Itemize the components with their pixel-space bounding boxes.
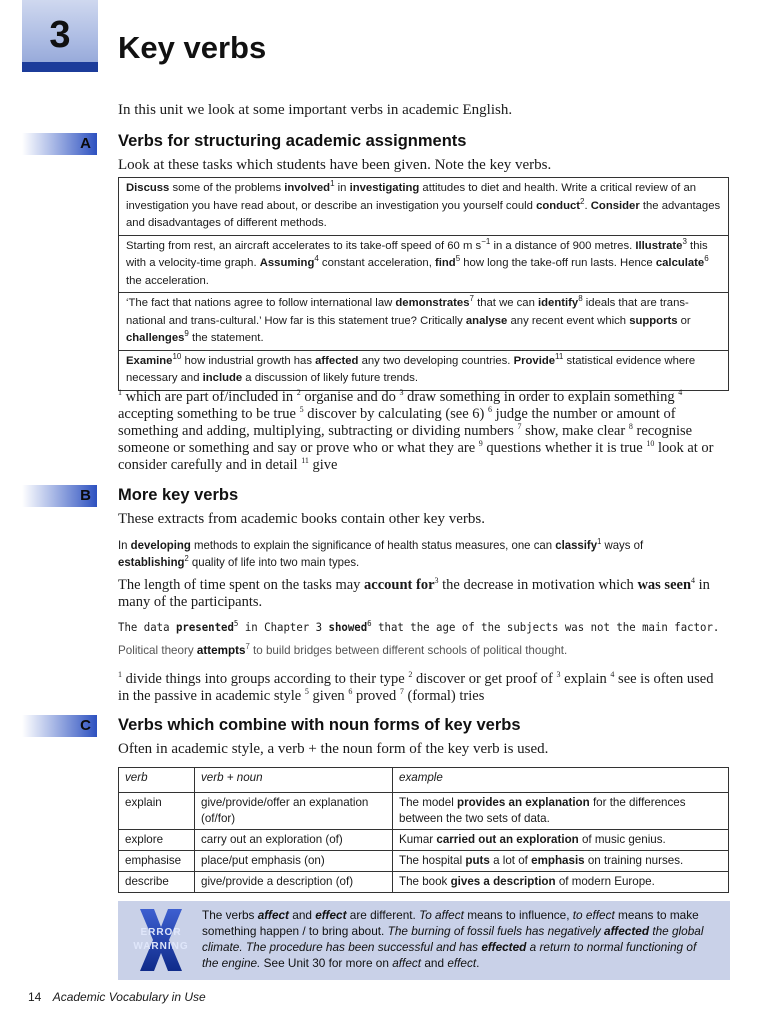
cell-example: The hospital puts a lot of emphasis on training nurses. xyxy=(393,851,729,872)
unit-intro: In this unit we look at some important verbs in academic English. xyxy=(118,102,513,118)
cell-example: The model provides an explanation for the differences between the two sets of data. xyxy=(393,793,729,830)
section-a-intro: Look at these tasks which students have been given. Note the key verbs. xyxy=(118,157,552,173)
task-item: Discuss some of the problems involved$^1$ in investigating attitudes to diet and health. Write a critical review of an investigation you have read about, or describe an investigation you yourself could conduct$^2$. Consider the advantages and disadvantages of different methods. xyxy=(119,178,728,236)
cell-verb: explore xyxy=(119,830,195,851)
cell-verb: explain xyxy=(119,793,195,830)
section-b-tab xyxy=(22,485,97,507)
extract-4: Political theory attempts$^7$ to build bridges between different schools of political thought. xyxy=(118,642,568,657)
cell-verb: describe xyxy=(119,872,195,893)
gloss-item: $^{11}$ give xyxy=(301,456,338,473)
table-row xyxy=(119,793,729,830)
task-item: Starting from rest, an aircraft accelerates to its take-off speed of 60 m $s^{-1}$ in a distance of 900 metres. Illustrate$^3$ this with a velocity-time graph. Assuming$^4$ constant acceleration, find$^5$ how long the take-off run lasts. Hence calculate$^6$ the acceleration. xyxy=(119,236,728,294)
gloss-item: $^5$ discover by calculating (see 6) xyxy=(299,405,485,422)
task-item: Examine$^{10}$ how industrial growth has affected any two developing countries. Provide$^{11}$ statistical evidence where necessary and include a discussion of likely future trends. xyxy=(126,351,696,384)
extract-3: The data presented$^5$ in Chapter 3 showed$^6$ that the age of the subjects was not the main factor. xyxy=(118,619,720,634)
gloss-item: $^1$ which are part of/included in xyxy=(118,388,294,405)
verb-noun-table xyxy=(118,767,729,893)
gloss-item: $^6$ judge the number or amount of something and adding, multiplying, subtracting or dividing numbers xyxy=(118,405,676,439)
gloss-item: $^6$ proved xyxy=(348,687,397,704)
column-header: example xyxy=(393,768,729,793)
cell-example: The book gives a description of modern Europe. xyxy=(393,872,729,893)
section-b-heading: More key verbs xyxy=(118,486,239,504)
column-header: verb xyxy=(119,768,195,793)
gloss-item: $^3$ draw something in order to explain something xyxy=(399,388,675,405)
cell-verb: emphasise xyxy=(119,851,195,872)
extract-1: In developing methods to explain the significance of health status measures, one can classify$^1$ ways of establishing$^2$ quality of life into two main types. xyxy=(118,537,644,569)
section-b-letter: B xyxy=(80,487,91,504)
extract-2: The length of time spent on the tasks may account for$^3$ the decrease in motivation which was seen$^4$ in many of the participants. xyxy=(118,576,710,610)
unit-color-bar xyxy=(22,62,98,72)
error-warning-text: The verbs affect and effect are different. To affect means to influence, to effect means to make something happen / to bring about. The burning of fossil fuels has negatively affected the global climate. The procedure has been successful and has effected a return to normal functioning of the engine. See Unit 30 for more on affect and effect. xyxy=(202,908,704,970)
task-item: ‘The fact that nations agree to follow international law demonstrates$^7$ that we can identify$^8$ ideals that are trans-national and trans-cultural.’ How far is this statement true? Critically analyse any recent event which supports or challenges$^9$ the statement. xyxy=(119,293,728,351)
gloss-item: $^7$ show, make clear xyxy=(517,422,626,439)
gloss-item: $^7$ (formal) tries xyxy=(399,687,485,704)
section-c-tab xyxy=(22,715,97,737)
gloss-item: $^{10}$ look at or consider carefully and in detail xyxy=(118,439,714,473)
glossary-a xyxy=(118,389,718,474)
cell-verb-noun: carry out an exploration (of) xyxy=(195,830,393,851)
book-title: Academic Vocabulary in Use xyxy=(52,990,206,1004)
gloss-item: $^4$ accepting something to be true xyxy=(118,388,683,422)
cell-verb-noun: place/put emphasis (on) xyxy=(195,851,393,872)
table-row xyxy=(119,872,729,893)
unit-number: 3 xyxy=(49,14,71,56)
gloss-item: $^2$ organise and do xyxy=(296,388,396,405)
page-number: 14 xyxy=(28,990,42,1004)
section-c-intro: Often in academic style, a verb + the noun form of the key verb is used. xyxy=(118,741,549,757)
section-a-letter: A xyxy=(80,135,91,152)
page-footer xyxy=(28,990,206,1004)
gloss-item: $^2$ discover or get proof of xyxy=(408,670,553,687)
table-row xyxy=(119,851,729,872)
section-a-heading: Verbs for structuring academic assignments xyxy=(118,132,467,150)
section-c-letter: C xyxy=(80,717,91,734)
gloss-item: $^9$ questions whether it is true xyxy=(478,439,643,456)
cell-verb-noun: give/provide a description (of) xyxy=(195,872,393,893)
gloss-item: $^3$ explain xyxy=(556,670,607,687)
column-header: verb + noun xyxy=(195,768,393,793)
section-c-heading: Verbs which combine with noun forms of key verbs xyxy=(118,716,521,734)
gloss-item: $^8$ recognise someone or something and say or prove who or what they are xyxy=(118,422,693,456)
gloss-item: $^1$ divide things into groups according to their type xyxy=(118,670,405,687)
section-b-intro: These extracts from academic books contain other key verbs. xyxy=(118,511,485,527)
cell-example: Kumar carried out an exploration of music genius. xyxy=(393,830,729,851)
cell-verb-noun: give/provide/offer an explanation (of/for) xyxy=(195,793,393,830)
table-header-row xyxy=(119,768,729,793)
error-warning-box xyxy=(118,901,730,980)
unit-number-box xyxy=(22,0,98,72)
glossary-b xyxy=(118,671,718,705)
page-title: Key verbs xyxy=(118,30,267,65)
gloss-item: $^5$ given xyxy=(304,687,345,704)
error-warning-icon xyxy=(126,905,196,975)
svg-text:WARNING: WARNING xyxy=(133,941,189,952)
task-box xyxy=(118,177,729,391)
svg-text:ERROR: ERROR xyxy=(140,927,182,938)
gloss-item: $^4$ see is often used in the passive in academic style xyxy=(118,670,714,704)
section-a-tab xyxy=(22,133,97,155)
table-row xyxy=(119,830,729,851)
